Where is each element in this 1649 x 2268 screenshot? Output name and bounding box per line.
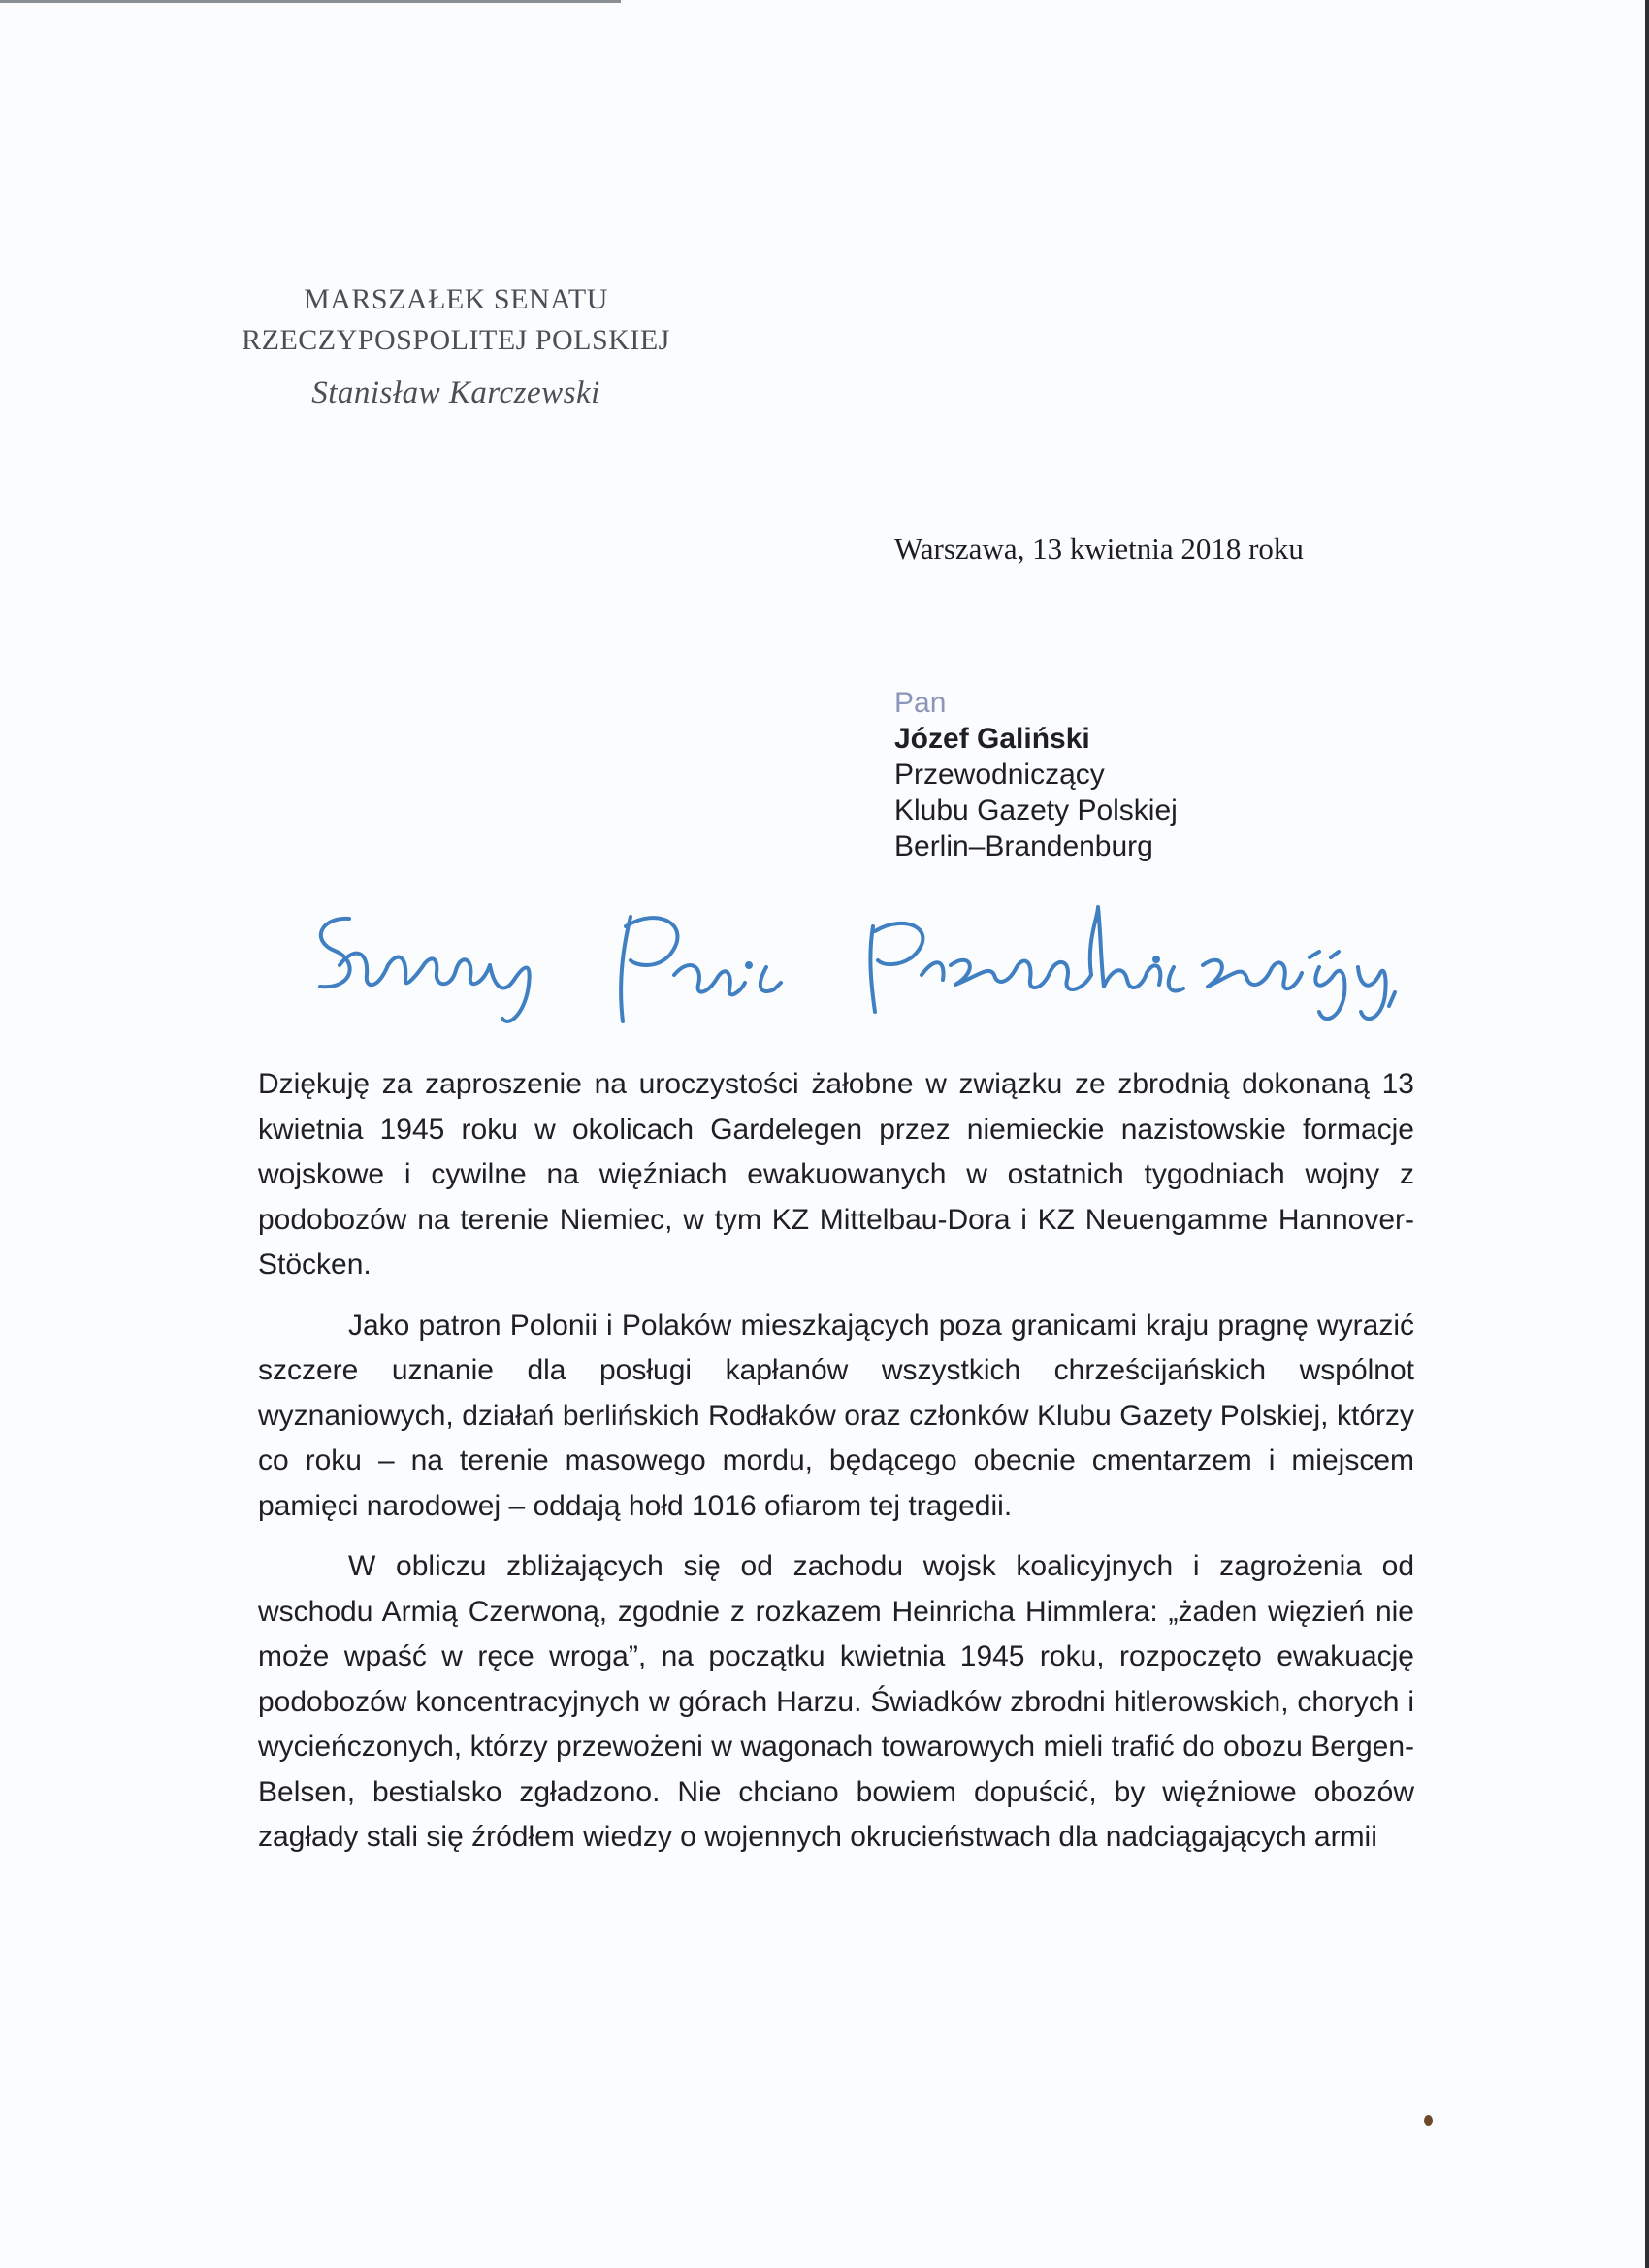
body-paragraph-3: W obliczu zbliżających się od zachodu wojsk koalicyjnych i zagrożenia od wschodu Armią Czerwoną, zgodnie z rozkazem Heinricha Himmlera: „żaden więzień nie może wpaść w ręce wroga”, na początku kwietnia 1945 roku, rozpoczęto ewakuację podobozów koncentracyjnych w górach Harzu. Świadków zbrodni hitlerowskich, chorych i wycieńczonych, którzy przewożeni w wagonach towarowych mieli trafić do obozu Bergen-Belsen, bestialsko zgładzono. Nie chciano bowiem dopuścić, by więźniowe obozów zagłady stali się źródłem wiedzy o wojennych okrucieństwach dla nadciągających armii — [258, 1550, 1414, 1853]
recipient-name: Józef Galiński — [894, 723, 1090, 755]
recipient-org-line2: Berlin–Brandenburg — [894, 830, 1153, 862]
recipient-salute: Pan — [894, 687, 947, 719]
handwriting-word-przewodniczacy — [870, 907, 1395, 1019]
recipient-title: Przewodniczący — [894, 759, 1105, 791]
letterhead — [194, 279, 718, 413]
handwritten-greeting — [310, 897, 1474, 1033]
scan-speck — [1424, 2115, 1433, 2126]
body-paragraph-2: Jako patron Polonii i Polaków mieszkających poza granicami kraju pragnę wyrazić szczere uznanie dla posługi kapłanów wszystkich chrześcijańskich wspólnot wyznaniowych, działań berlińskich Rodłaków oraz członków Klubu Gazety Polskiej, którzy co roku – na terenie masowego mordu, będącego obecnie cmentarzem i miejscem pamięci narodowej – oddają hołd 1016 ofiarom tej tragedii. — [258, 1309, 1414, 1522]
handwriting-word-panie — [621, 917, 781, 1021]
letterhead-signatory: Stanisław Karczewski — [311, 375, 600, 410]
handwriting-word-szanowny — [320, 919, 530, 1021]
body-paragraph-1: Dziękuję za zaproszenie na uroczystości żałobne w związku ze zbrodnią dokonaną 13 kwietnia 1945 roku w okolicach Gardelegen przez niemieckie nazistowskie formacje wojskowe i cywilne na więźniach ewakuowanych w ostatnich tygodniach wojny z podobozów na terenie Niemiec, w tym KZ Mittelbau-Dora i KZ Neuengamme Hannover-Stöcken. — [258, 1068, 1414, 1280]
date-line: Warszawa, 13 kwietnia 2018 roku — [894, 532, 1304, 566]
recipient-org-line1: Klubu Gazety Polskiej — [894, 794, 1178, 826]
letter-body — [258, 1062, 1414, 1876]
scan-edge-top — [0, 0, 621, 3]
letterhead-line2: RZECZYPOSPOLITEJ POLSKIEJ — [242, 324, 670, 356]
scan-edge-right — [1645, 0, 1649, 2268]
letterhead-line1: MARSZAŁEK SENATU — [304, 283, 608, 315]
recipient-block — [894, 685, 1178, 864]
